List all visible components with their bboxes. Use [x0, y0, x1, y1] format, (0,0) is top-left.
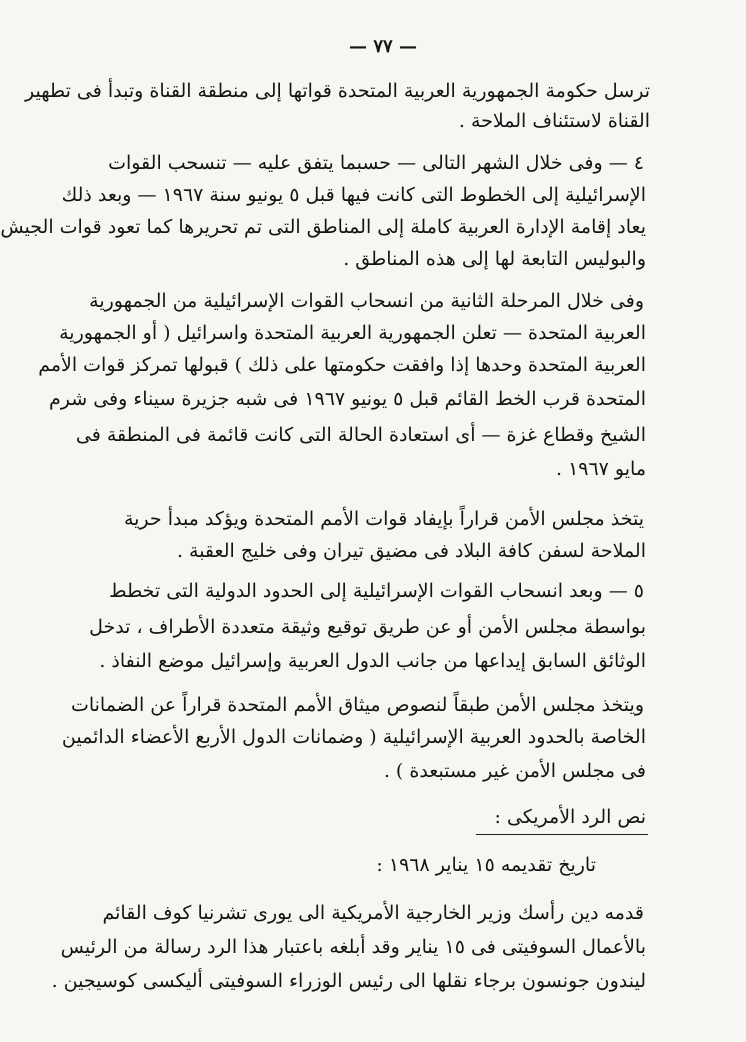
section-heading: نص الرد الأمريكى : [494, 806, 646, 828]
heading-underline [476, 834, 648, 835]
text-line: ترسل حكومة الجمهورية العربية المتحدة قواتها إلى منطقة القناة وتبدأ فى تطهير [25, 80, 650, 102]
text-line: الإسرائيلية إلى الخطوط التى كانت فيها قبل ٥ يونيو سنة ١٩٦٧ — وبعد ذلك [61, 184, 646, 206]
text-line: يعاد إقامة الإدارة العربية كاملة إلى المناطق التى تم تحريرها كما تعود قوات الجيش [0, 216, 646, 238]
text-line: الملاحة لسفن كافة البلاد فى مضيق تيران وفى خليج العقبة . [176, 540, 646, 562]
text-line: الشيخ وقطاع غزة — أى استعادة الحالة التى كانت قائمة فى المنطقة فى [75, 424, 646, 446]
text-line: الوثائق السابق إيداعها من جانب الدول العربية وإسرائيل موضع النفاذ . [99, 650, 646, 672]
date-line: تاريخ تقديمه ١٥ يناير ١٩٦٨ : [376, 854, 596, 876]
text-line: فى مجلس الأمن غير مستبعدة ) . [383, 760, 646, 782]
text-line: مايو ١٩٦٧ . [555, 458, 646, 480]
text-line: المتحدة قرب الخط القائم قبل ٥ يونيو ١٩٦٧ فى شبه جزيرة سيناء وفى شرم [48, 388, 646, 410]
text-line: العربية المتحدة وحدها إذا وافقت حكومتها على ذلك ) قبولها تمركز قوات الأمم [38, 354, 646, 376]
text-line: ويتخذ مجلس الأمن طبقاً لنصوص ميثاق الأمم المتحدة قراراً عن الضمانات [70, 694, 644, 716]
text-line: بالأعمال السوفيتى فى ١٥ يناير وقد أبلغه باعتبار هذا الرد رسالة من الرئيس [60, 936, 646, 958]
text-line: ليندون جونسون برجاء نقلها الى رئيس الوزراء السوفيتى أليكسى كوسيجين . [51, 970, 646, 992]
text-line: قدمه دين رأسك وزير الخارجية الأمريكية الى يورى تشرنيا كوف القائم [102, 902, 644, 924]
text-line: الخاصة بالحدود العربية الإسرائيلية ( وضمانات الدول الأربع الأعضاء الدائمين [61, 726, 646, 748]
text-line: وفى خلال المرحلة الثانية من انسحاب القوات الإسرائيلية من الجمهورية [89, 290, 644, 312]
text-line: والبوليس التابعة لها إلى هذه المناطق . [343, 248, 646, 270]
text-line: العربية المتحدة — تعلن الجمهورية العربية المتحدة واسرائيل ( أو الجمهورية [59, 322, 646, 344]
text-line: القناة لاستئناف الملاحة . [458, 110, 650, 132]
text-line: ٥ — وبعد انسحاب القوات الإسرائيلية إلى الحدود الدولية التى تخطط [109, 580, 644, 602]
text-line: ٤ — وفى خلال الشهر التالى — حسبما يتفق عليه — تنسحب القوات [108, 152, 644, 174]
page-number: — ٧٧ — [349, 36, 417, 57]
text-line: بواسطة مجلس الأمن أو عن طريق توقيع وثيقة متعددة الأطراف ، تدخل [89, 616, 646, 638]
text-line: يتخذ مجلس الأمن قراراً بإيفاد قوات الأمم المتحدة ويؤكد مبدأ حرية [123, 508, 644, 530]
